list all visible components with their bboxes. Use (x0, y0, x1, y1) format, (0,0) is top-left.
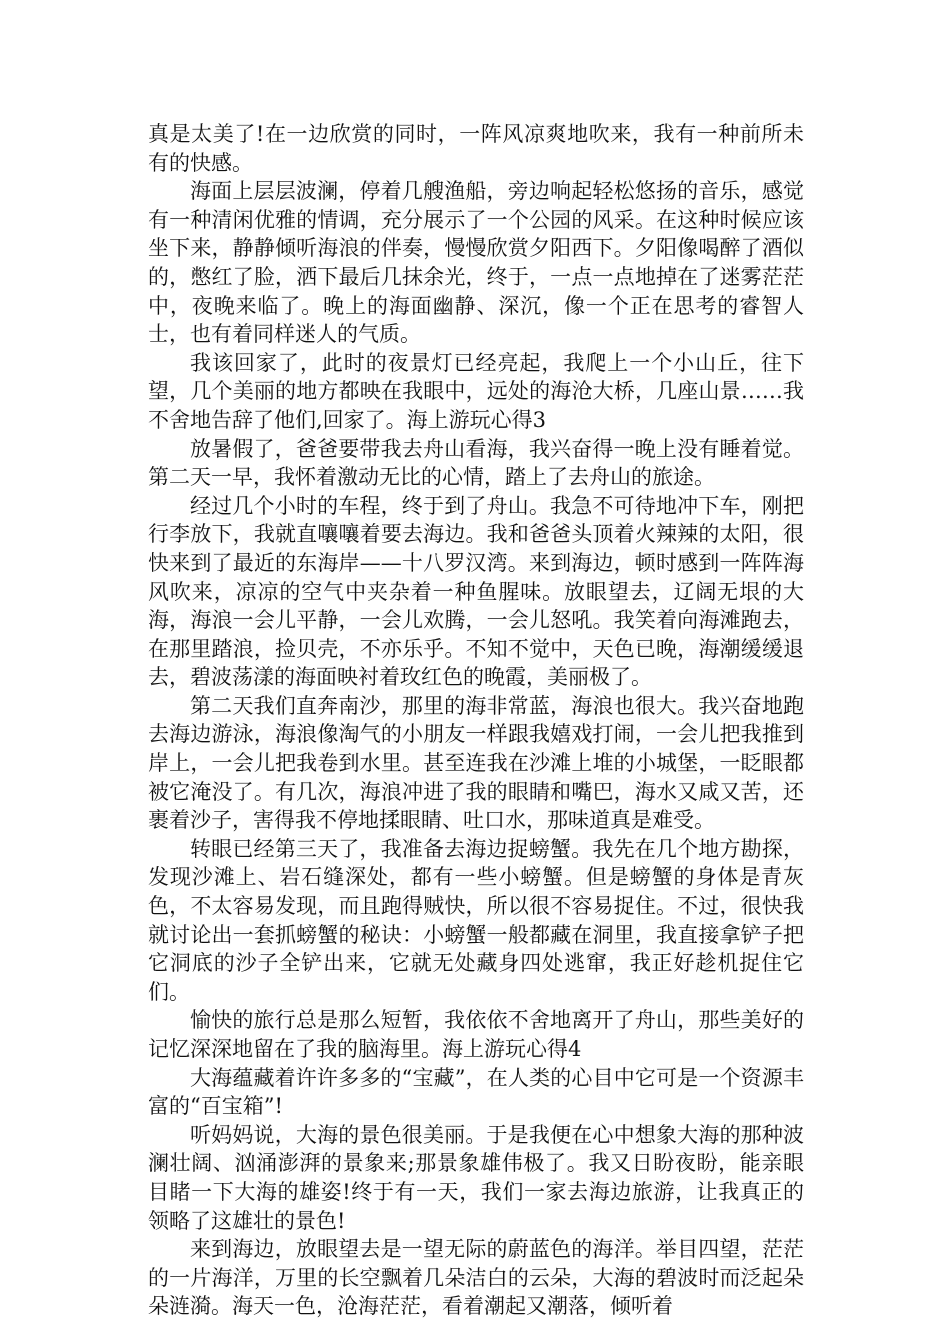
paragraph-6: 第二天我们直奔南沙，那里的海非常蓝，海浪也很大。我兴奋地跑去海边游泳，海浪像淘气的小朋友一样跟我嬉戏打闹，一会儿把我推到岸上，一会儿把我卷到水里。甚至连我在沙滩上堆的小城堡，一眨眼都被它淹没了。有几次，海浪冲进了我的眼睛和嘴巴，海水又咸又苦，还裹着沙子，害得我不停地揉眼睛、吐口水，那味道真是难受。 (148, 693, 804, 833)
paragraph-11: 来到海边，放眼望去是一望无际的蔚蓝色的海洋。举目四望，茫茫的一片海洋，万里的长空飘着几朵洁白的云朵，大海的碧波时而泛起朵朵涟漪。海天一色，沧海茫茫，看着潮起又潮落，倾听着 (148, 1237, 804, 1319)
paragraph-4: 放暑假了，爸爸要带我去舟山看海，我兴奋得一晚上没有睡着觉。第二天一早，我怀着激动无比的心情，踏上了去舟山的旅途。 (148, 436, 804, 490)
paragraph-1: 真是太美了!在一边欣赏的同时，一阵风凉爽地吹来，我有一种前所未有的快感。 (148, 122, 804, 175)
paragraph-3: 我该回家了，此时的夜景灯已经亮起，我爬上一个小山丘，往下望，几个美丽的地方都映在我眼中，远处的海沧大桥，几座山景……我不舍地告辞了他们,回家了。海上游玩心得3 (148, 350, 804, 432)
paragraph-2: 海面上层层波澜，停着几艘渔船，旁边响起轻松悠扬的音乐，感觉有一种清闲优雅的情调，充分展示了一个公园的风采。在这种时候应该坐下来，静静倾听海浪的伴奏，慢慢欣赏夕阳西下。夕阳像喝醉了酒似的，憋红了脸，洒下最后几抹余光，终于，一点一点地掉在了迷雾茫茫中，夜晚来临了。晚上的海面幽静、深沉，像一个正在思考的睿智人士，也有着同样迷人的气质。 (148, 179, 804, 347)
paragraph-8: 愉快的旅行总是那么短暂，我依依不舍地离开了舟山，那些美好的记忆深深地留在了我的脑海里。海上游玩心得4 (148, 1008, 804, 1061)
paragraph-9: 大海蕴藏着许许多多的“宝藏”，在人类的心目中它可是一个资源丰富的“百宝箱”! (148, 1065, 804, 1119)
article-body (148, 120, 804, 1321)
paragraph-5: 经过几个小时的车程，终于到了舟山。我急不可待地冲下车，刚把行李放下，我就直嚷嚷着要去海边。我和爸爸头顶着火辣辣的太阳，很快来到了最近的东海岸——十八罗汉湾。来到海边，顿时感到一阵阵海风吹来，凉凉的空气中夹杂着一种鱼腥味。放眼望去，辽阔无垠的大海，海浪一会儿平静，一会儿欢腾，一会儿怒吼。我笑着向海滩跑去，在那里踏浪，捡贝壳，不亦乐乎。不知不觉中，天色已晚，海潮缓缓退去，碧波荡漾的海面映衬着玫红色的晚霞，美丽极了。 (148, 493, 804, 690)
paragraph-7: 转眼已经第三天了，我准备去海边捉螃蟹。我先在几个地方勘探，发现沙滩上、岩石缝深处，都有一些小螃蟹。但是螃蟹的身体是青灰色，不太容易发现，而且跑得贼快，所以很不容易捉住。不过，很快我就讨论出一套抓螃蟹的秘诀：小螃蟹一般都藏在洞里，我直接拿铲子把它洞底的沙子全铲出来，它就无处藏身四处逃窜，我正好趁机捉住它们。 (148, 836, 804, 1004)
paragraph-10: 听妈妈说，大海的景色很美丽。于是我便在心中想象大海的那种波澜壮阔、汹涌澎湃的景象来;那景象雄伟极了。我又日盼夜盼，能亲眼目睹一下大海的雄姿!终于有一天，我们一家去海边旅游，让我真正的领略了这雄壮的景色! (148, 1122, 804, 1233)
